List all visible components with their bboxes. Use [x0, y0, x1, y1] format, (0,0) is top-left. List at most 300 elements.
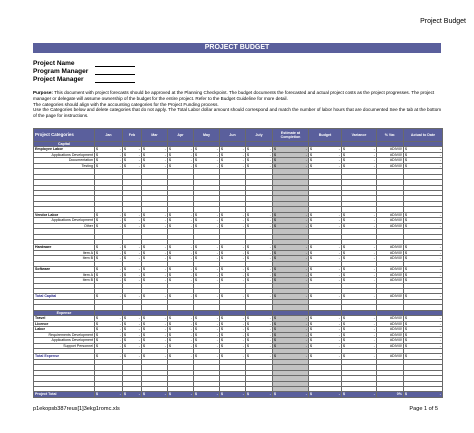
dollar-sign: $ — [124, 321, 126, 326]
table-cell[interactable]: #DIV/0! — [377, 256, 404, 261]
dash-value: - — [439, 245, 441, 250]
category-label: Other — [34, 223, 95, 228]
dash-value: - — [190, 147, 192, 152]
dollar-sign: $ — [405, 212, 407, 217]
dash-value: - — [269, 392, 271, 397]
dash-value: - — [119, 147, 121, 152]
project-meta — [33, 59, 135, 83]
dollar-sign: $ — [143, 152, 145, 157]
dollar-sign: $ — [124, 267, 126, 272]
table-cell[interactable] — [342, 392, 377, 397]
dash-value: - — [269, 256, 271, 261]
dollar-sign: $ — [124, 392, 126, 397]
table-cell[interactable]: 0% — [377, 392, 404, 397]
dash-value: - — [190, 272, 192, 277]
dollar-sign: $ — [310, 163, 312, 168]
dollar-sign: $ — [169, 223, 171, 228]
table-cell[interactable]: #DIV/0! — [377, 218, 404, 223]
dollar-sign: $ — [195, 343, 197, 348]
dash-value: - — [190, 250, 192, 255]
table-cell[interactable]: #DIV/0! — [377, 158, 404, 163]
dash-value: - — [269, 327, 271, 332]
dollar-sign: $ — [221, 332, 223, 337]
dollar-sign: $ — [169, 158, 171, 163]
dash-value: - — [338, 321, 340, 326]
dollar-sign: $ — [310, 158, 312, 163]
dollar-sign: $ — [343, 392, 345, 397]
dollar-sign: $ — [221, 250, 223, 255]
dash-value: - — [439, 250, 441, 255]
dash-value: - — [216, 212, 218, 217]
dash-value: - — [439, 152, 441, 157]
dash-value: - — [439, 327, 441, 332]
dollar-sign: $ — [143, 147, 145, 152]
dash-value: - — [305, 245, 307, 250]
dash-value: - — [242, 152, 244, 157]
table-cell[interactable] — [168, 392, 194, 397]
dollar-sign: $ — [405, 327, 407, 332]
dash-value: - — [164, 343, 166, 348]
dash-value: - — [190, 152, 192, 157]
dash-value: - — [439, 338, 441, 343]
dollar-sign: $ — [124, 223, 126, 228]
dollar-sign: $ — [195, 256, 197, 261]
dash-value: - — [269, 163, 271, 168]
dash-value: - — [190, 267, 192, 272]
dash-value: - — [190, 294, 192, 299]
dash-value: - — [164, 218, 166, 223]
column-header: Project Categories — [34, 129, 95, 142]
category-label: Item A — [34, 250, 95, 255]
table-row — [34, 392, 443, 397]
dollar-sign: $ — [169, 250, 171, 255]
dollar-sign: $ — [274, 294, 276, 299]
dollar-sign: $ — [195, 392, 197, 397]
dash-value: - — [138, 332, 140, 337]
dollar-sign: $ — [247, 223, 249, 228]
dollar-sign: $ — [169, 392, 171, 397]
meta-row-project-manager — [33, 75, 135, 83]
dollar-sign: $ — [124, 256, 126, 261]
table-cell[interactable]: #DIV/0! — [377, 343, 404, 348]
dollar-sign: $ — [221, 212, 223, 217]
dollar-sign: $ — [143, 392, 145, 397]
table-cell[interactable] — [246, 392, 273, 397]
dollar-sign: $ — [195, 294, 197, 299]
dollar-sign: $ — [247, 392, 249, 397]
dollar-sign: $ — [274, 256, 276, 261]
dollar-sign: $ — [343, 321, 345, 326]
dollar-sign: $ — [169, 147, 171, 152]
dollar-sign: $ — [274, 158, 276, 163]
category-label: Licence — [34, 321, 95, 326]
dollar-sign: $ — [143, 343, 145, 348]
dash-value: - — [338, 338, 340, 343]
dollar-sign: $ — [247, 256, 249, 261]
category-label: Support Personnel — [34, 343, 95, 348]
dollar-sign: $ — [96, 332, 98, 337]
dash-value: - — [269, 321, 271, 326]
dollar-sign: $ — [247, 343, 249, 348]
dollar-sign: $ — [247, 272, 249, 277]
dash-value: - — [164, 321, 166, 326]
category-label: Applications Development — [34, 338, 95, 343]
dash-value: - — [190, 321, 192, 326]
dash-value: - — [373, 278, 375, 283]
table-body — [34, 142, 443, 398]
dollar-sign: $ — [343, 272, 345, 277]
dash-value: - — [190, 332, 192, 337]
dash-value: - — [338, 267, 340, 272]
dash-value: - — [338, 218, 340, 223]
dash-value: - — [439, 321, 441, 326]
dash-value: - — [138, 152, 140, 157]
dash-value: - — [242, 163, 244, 168]
dash-value: - — [439, 294, 441, 299]
table-cell[interactable] — [142, 392, 168, 397]
dollar-sign: $ — [310, 152, 312, 157]
dollar-sign: $ — [143, 163, 145, 168]
dollar-sign: $ — [221, 278, 223, 283]
dash-value: - — [164, 212, 166, 217]
dash-value: - — [242, 147, 244, 152]
dollar-sign: $ — [221, 321, 223, 326]
dollar-sign: $ — [247, 267, 249, 272]
category-label: Software — [34, 267, 95, 272]
dash-value: - — [138, 316, 140, 321]
dash-value: - — [373, 212, 375, 217]
dash-value: - — [164, 392, 166, 397]
dollar-sign: $ — [195, 332, 197, 337]
dash-value: - — [216, 267, 218, 272]
dollar-sign: $ — [96, 245, 98, 250]
dollar-sign: $ — [310, 223, 312, 228]
dash-value: - — [138, 272, 140, 277]
dash-value: - — [338, 245, 340, 250]
dash-value: - — [138, 245, 140, 250]
dollar-sign: $ — [169, 343, 171, 348]
dollar-sign: $ — [143, 250, 145, 255]
dash-value: - — [373, 354, 375, 359]
dash-value: - — [373, 163, 375, 168]
dollar-sign: $ — [169, 218, 171, 223]
dollar-sign: $ — [343, 332, 345, 337]
dollar-sign: $ — [195, 327, 197, 332]
dash-value: - — [338, 343, 340, 348]
dollar-sign: $ — [96, 316, 98, 321]
dash-value: - — [119, 245, 121, 250]
category-label: Employee Labor — [34, 147, 95, 152]
dash-value: - — [216, 332, 218, 337]
dollar-sign: $ — [195, 316, 197, 321]
dollar-sign: $ — [405, 332, 407, 337]
dash-value: - — [190, 354, 192, 359]
table-cell[interactable]: #DIV/0! — [377, 267, 404, 272]
dash-value: - — [242, 354, 244, 359]
dash-value: - — [242, 158, 244, 163]
dollar-sign: $ — [96, 250, 98, 255]
dash-value: - — [439, 163, 441, 168]
dollar-sign: $ — [310, 354, 312, 359]
dash-value: - — [164, 327, 166, 332]
column-header: Budget — [309, 129, 342, 142]
dash-value: - — [119, 212, 121, 217]
table-cell[interactable] — [194, 392, 220, 397]
dollar-sign: $ — [310, 147, 312, 152]
dash-value: - — [190, 256, 192, 261]
dash-value: - — [269, 354, 271, 359]
category-label: Total Capital — [34, 294, 95, 299]
dollar-sign: $ — [274, 147, 276, 152]
dash-value: - — [138, 223, 140, 228]
project-name-field[interactable] — [95, 60, 135, 67]
budget-table — [33, 128, 443, 398]
footer-filename: p1ekopsb387reus[1]3ekg1romc.xls — [33, 406, 120, 412]
table-cell[interactable]: #DIV/0! — [377, 245, 404, 250]
dollar-sign: $ — [96, 218, 98, 223]
dollar-sign: $ — [310, 250, 312, 255]
dollar-sign: $ — [343, 218, 345, 223]
dollar-sign: $ — [96, 163, 98, 168]
table-cell[interactable] — [273, 392, 309, 397]
dash-value: - — [190, 218, 192, 223]
table-cell[interactable]: #DIV/0! — [377, 147, 404, 152]
dollar-sign: $ — [124, 163, 126, 168]
table-cell[interactable]: #DIV/0! — [377, 163, 404, 168]
purpose-label: Purpose: — [33, 90, 53, 95]
dollar-sign: $ — [405, 218, 407, 223]
table-cell[interactable] — [123, 392, 142, 397]
dollar-sign: $ — [221, 256, 223, 261]
purpose-text-3: Use the Categories below and delete categories that do not apply. The Total Labor dollar amount should correspond and match the number of labor hours that are documented See the tab at the bottom of the page for instructions. — [33, 107, 442, 119]
dash-value: - — [305, 338, 307, 343]
dollar-sign: $ — [96, 147, 98, 152]
dollar-sign: $ — [221, 218, 223, 223]
dash-value: - — [164, 354, 166, 359]
dollar-sign: $ — [310, 245, 312, 250]
dash-value: - — [119, 321, 121, 326]
dollar-sign: $ — [195, 147, 197, 152]
dash-value: - — [164, 338, 166, 343]
table-cell[interactable]: #DIV/0! — [377, 338, 404, 343]
dash-value: - — [216, 245, 218, 250]
dollar-sign: $ — [221, 294, 223, 299]
dollar-sign: $ — [195, 321, 197, 326]
dash-value: - — [119, 152, 121, 157]
dollar-sign: $ — [247, 245, 249, 250]
dollar-sign: $ — [405, 152, 407, 157]
dash-value: - — [269, 245, 271, 250]
dash-value: - — [119, 332, 121, 337]
dollar-sign: $ — [247, 316, 249, 321]
dollar-sign: $ — [124, 332, 126, 337]
dollar-sign: $ — [169, 354, 171, 359]
table-cell[interactable]: #DIV/0! — [377, 272, 404, 277]
table-cell[interactable] — [95, 392, 123, 397]
dollar-sign: $ — [221, 158, 223, 163]
table-cell[interactable] — [404, 392, 443, 397]
dash-value: - — [305, 152, 307, 157]
dash-value: - — [439, 354, 441, 359]
dollar-sign: $ — [143, 332, 145, 337]
dollar-sign: $ — [169, 332, 171, 337]
dollar-sign: $ — [221, 163, 223, 168]
dollar-sign: $ — [169, 212, 171, 217]
column-header: Estimate at Completion — [273, 129, 309, 142]
dash-value: - — [338, 250, 340, 255]
category-label: Expense — [34, 310, 95, 315]
dash-value: - — [138, 212, 140, 217]
dollar-sign: $ — [274, 278, 276, 283]
dollar-sign: $ — [96, 294, 98, 299]
dash-value: - — [164, 147, 166, 152]
dash-value: - — [216, 158, 218, 163]
table-cell[interactable]: #DIV/0! — [377, 327, 404, 332]
category-label: Documentation — [34, 158, 95, 163]
table-cell[interactable]: #DIV/0! — [377, 332, 404, 337]
dash-value: - — [305, 256, 307, 261]
table-cell[interactable]: #DIV/0! — [377, 321, 404, 326]
dollar-sign: $ — [247, 321, 249, 326]
dash-value: - — [138, 338, 140, 343]
table-cell[interactable]: #DIV/0! — [377, 212, 404, 217]
table-cell[interactable]: #DIV/0! — [377, 278, 404, 283]
dash-value: - — [305, 158, 307, 163]
category-label: Item B — [34, 278, 95, 283]
dash-value: - — [305, 392, 307, 397]
dollar-sign: $ — [221, 327, 223, 332]
dash-value: - — [164, 163, 166, 168]
dash-value: - — [119, 158, 121, 163]
dollar-sign: $ — [169, 163, 171, 168]
dollar-sign: $ — [343, 294, 345, 299]
dollar-sign: $ — [221, 316, 223, 321]
dollar-sign: $ — [343, 245, 345, 250]
dollar-sign: $ — [169, 316, 171, 321]
dash-value: - — [269, 218, 271, 223]
dash-value: - — [242, 223, 244, 228]
column-header: Feb — [123, 129, 142, 142]
dash-value: - — [216, 392, 218, 397]
dollar-sign: $ — [143, 278, 145, 283]
dollar-sign: $ — [124, 354, 126, 359]
dash-value: - — [338, 327, 340, 332]
dash-value: - — [373, 152, 375, 157]
dollar-sign: $ — [195, 272, 197, 277]
dollar-sign: $ — [143, 223, 145, 228]
dollar-sign: $ — [143, 158, 145, 163]
dash-value: - — [242, 218, 244, 223]
dash-value: - — [305, 147, 307, 152]
dollar-sign: $ — [405, 256, 407, 261]
dash-value: - — [164, 250, 166, 255]
dash-value: - — [138, 218, 140, 223]
dollar-sign: $ — [247, 294, 249, 299]
dash-value: - — [242, 294, 244, 299]
dollar-sign: $ — [247, 218, 249, 223]
dash-value: - — [269, 152, 271, 157]
dollar-sign: $ — [221, 354, 223, 359]
dash-value: - — [305, 343, 307, 348]
column-header: May — [194, 129, 220, 142]
table-cell[interactable]: #DIV/0! — [377, 316, 404, 321]
dollar-sign: $ — [221, 267, 223, 272]
dash-value: - — [164, 272, 166, 277]
dollar-sign: $ — [274, 327, 276, 332]
dash-value: - — [216, 316, 218, 321]
dash-value: - — [216, 327, 218, 332]
category-label: Vendor Labor — [34, 212, 95, 217]
table-cell[interactable]: #DIV/0! — [377, 294, 404, 299]
dollar-sign: $ — [405, 272, 407, 277]
table-cell[interactable]: #DIV/0! — [377, 223, 404, 228]
dash-value: - — [439, 278, 441, 283]
column-header: Jan — [95, 129, 123, 142]
dollar-sign: $ — [405, 294, 407, 299]
dash-value: - — [439, 158, 441, 163]
dash-value: - — [373, 245, 375, 250]
dash-value: - — [305, 327, 307, 332]
dash-value: - — [439, 212, 441, 217]
dash-value: - — [269, 267, 271, 272]
dash-value: - — [190, 343, 192, 348]
dollar-sign: $ — [169, 338, 171, 343]
dollar-sign: $ — [221, 338, 223, 343]
dollar-sign: $ — [143, 338, 145, 343]
dollar-sign: $ — [169, 267, 171, 272]
table-cell[interactable]: #DIV/0! — [377, 354, 404, 359]
dollar-sign: $ — [96, 272, 98, 277]
dollar-sign: $ — [96, 338, 98, 343]
dollar-sign: $ — [247, 338, 249, 343]
table-cell[interactable]: #DIV/0! — [377, 152, 404, 157]
project-manager-field[interactable] — [95, 76, 135, 83]
dollar-sign: $ — [195, 212, 197, 217]
dash-value: - — [138, 267, 140, 272]
dollar-sign: $ — [405, 338, 407, 343]
dash-value: - — [119, 278, 121, 283]
dash-value: - — [373, 338, 375, 343]
dollar-sign: $ — [310, 321, 312, 326]
purpose-text-1: This document with project forecasts should be approved at the Planning Checkpoint. The budget documents the forecasted and actual project costs as the project progresses. The project manager or delegate will assume ownership of the budget for the entire project. Refer to the Budget Guideline for more detail. — [33, 90, 435, 101]
table-cell[interactable] — [220, 392, 246, 397]
dollar-sign: $ — [247, 332, 249, 337]
dash-value: - — [216, 256, 218, 261]
dash-value: - — [242, 392, 244, 397]
dash-value: - — [242, 316, 244, 321]
dash-value: - — [242, 338, 244, 343]
dash-value: - — [305, 272, 307, 277]
dash-value: - — [373, 327, 375, 332]
dash-value: - — [338, 212, 340, 217]
program-manager-field[interactable] — [95, 68, 135, 75]
dollar-sign: $ — [221, 245, 223, 250]
dollar-sign: $ — [143, 272, 145, 277]
dollar-sign: $ — [247, 152, 249, 157]
dollar-sign: $ — [96, 343, 98, 348]
table-cell[interactable]: #DIV/0! — [377, 250, 404, 255]
dash-value: - — [439, 223, 441, 228]
dollar-sign: $ — [169, 294, 171, 299]
dollar-sign: $ — [405, 223, 407, 228]
dash-value: - — [138, 343, 140, 348]
dollar-sign: $ — [405, 250, 407, 255]
table-cell[interactable] — [309, 392, 342, 397]
dash-value: - — [269, 212, 271, 217]
dash-value: - — [242, 278, 244, 283]
dollar-sign: $ — [96, 278, 98, 283]
dash-value: - — [305, 294, 307, 299]
